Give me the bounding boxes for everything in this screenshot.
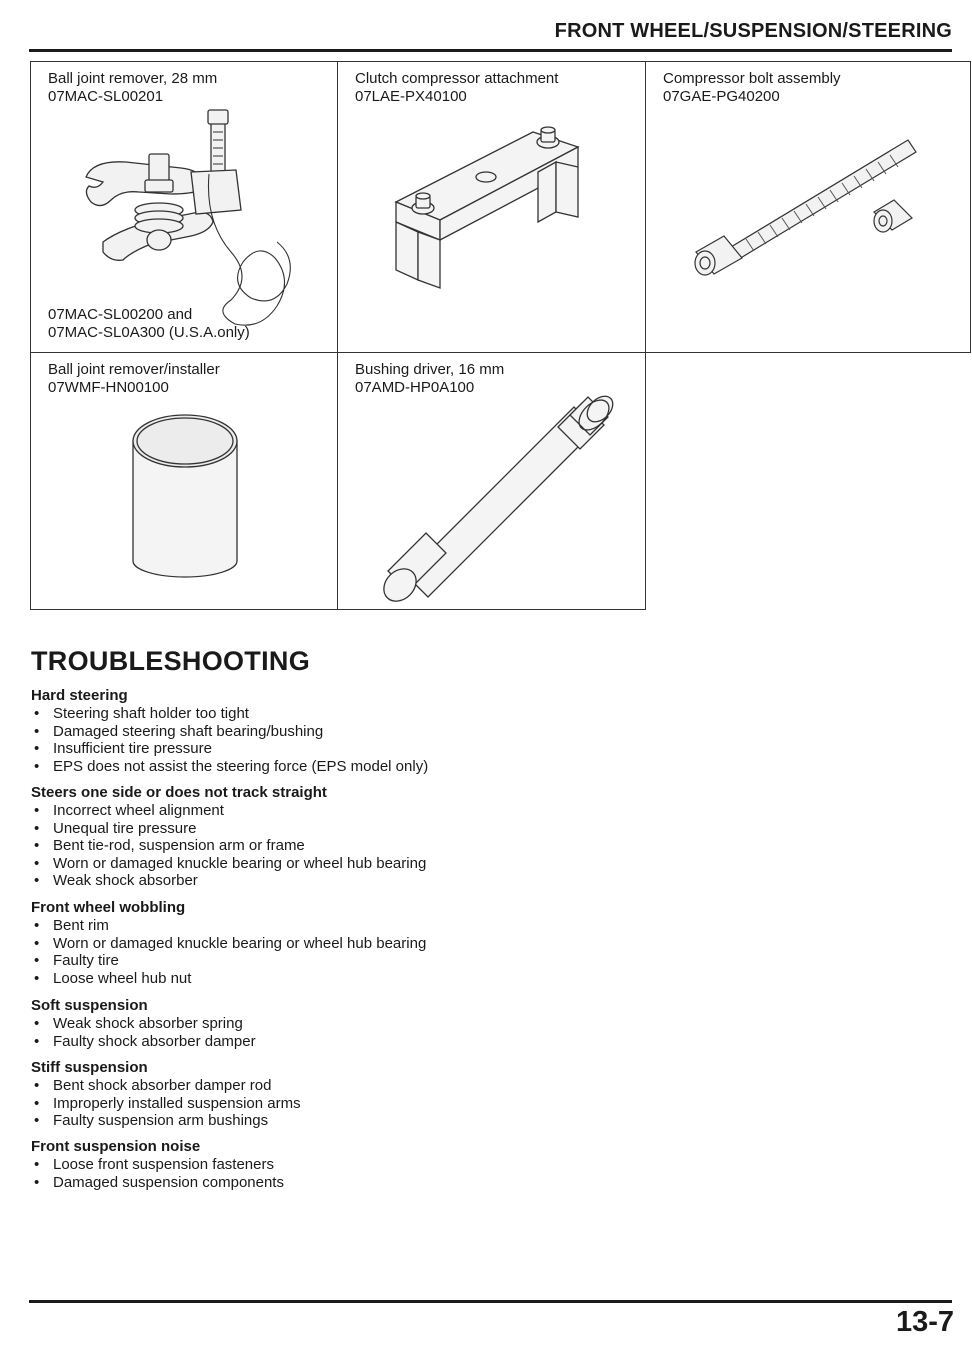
bushing-driver-illustration <box>338 353 647 611</box>
troubleshooting-item: • Insufficient tire pressure <box>34 740 212 758</box>
tool-part-number: 07LAE-PX40100 <box>355 88 467 105</box>
tool-cell-ball-joint-remover <box>30 61 338 353</box>
troubleshooting-heading: Hard steering <box>31 687 128 704</box>
troubleshooting-item: • Unequal tire pressure <box>34 819 197 837</box>
troubleshooting-item: • Weak shock absorber <box>34 872 198 890</box>
troubleshooting-heading: Steers one side or does not track straight <box>31 784 327 801</box>
troubleshooting-item: • Bent rim <box>34 917 109 934</box>
troubleshooting-item: • Loose wheel hub nut <box>34 969 192 987</box>
troubleshooting-item: • Worn or damaged knuckle bearing or wheel hub bearing <box>34 934 427 952</box>
page-number: 13-7 <box>895 1306 954 1338</box>
tool-name: Compressor bolt assembly <box>663 70 841 87</box>
tool-part-number: 07MAC-SL00201 <box>48 88 164 105</box>
tool-name: Ball joint remover, 28 mm <box>48 70 218 87</box>
troubleshooting-item: • EPS does not assist the steering force (EPS model only) <box>34 757 429 775</box>
special-tools-table <box>30 61 971 610</box>
tool-cell-compressor-bolt-assembly <box>645 61 971 353</box>
tool-name: Ball joint remover/installer <box>48 361 220 378</box>
troubleshooting-section-front-wheel-wobbling <box>31 899 671 987</box>
troubleshooting-item: • Incorrect wheel alignment <box>34 802 224 819</box>
troubleshooting-section-front-suspension-noise <box>31 1138 671 1191</box>
tool-alternate-part-numbers-line-2: 07MAC-SL0A300 (U.S.A.only) <box>48 324 250 341</box>
tool-name: Clutch compressor attachment <box>355 70 559 87</box>
tool-part-number: 07AMD-HP0A100 <box>355 379 475 396</box>
troubleshooting-item: • Bent shock absorber damper rod <box>34 1077 272 1094</box>
tool-cell-clutch-compressor-attachment <box>337 61 646 353</box>
troubleshooting-item: • Damaged suspension components <box>34 1173 284 1191</box>
troubleshooting-item: • Worn or damaged knuckle bearing or wheel hub bearing <box>34 854 427 872</box>
tool-part-number: 07GAE-PG40200 <box>663 88 780 105</box>
troubleshooting-item: • Improperly installed suspension arms <box>34 1094 301 1112</box>
troubleshooting-item: • Faulty suspension arm bushings <box>34 1112 269 1130</box>
footer-rule <box>29 1300 952 1303</box>
tool-alternate-part-numbers: 07MAC-SL00200 and <box>48 306 193 323</box>
tool-cell-bushing-driver <box>337 352 646 610</box>
troubleshooting-heading: Stiff suspension <box>31 1059 148 1076</box>
ball-joint-remover-installer-illustration <box>31 353 339 611</box>
troubleshooting-item: • Damaged steering shaft bearing/bushing <box>34 722 324 740</box>
troubleshooting-item: • Bent tie-rod, suspension arm or frame <box>34 837 305 855</box>
troubleshooting-item: • Weak shock absorber spring <box>34 1015 243 1032</box>
troubleshooting-section-stiff-suspension <box>31 1059 671 1130</box>
troubleshooting-heading: Front wheel wobbling <box>31 899 186 916</box>
troubleshooting-section-soft-suspension <box>31 997 671 1050</box>
troubleshooting-title: TROUBLESHOOTING <box>31 646 310 676</box>
header-rule <box>29 49 952 52</box>
tool-cell-ball-joint-remover-installer <box>30 352 338 610</box>
tool-name: Bushing driver, 16 mm <box>355 361 505 378</box>
troubleshooting-heading: Soft suspension <box>31 997 148 1014</box>
troubleshooting-item: • Faulty shock absorber damper <box>34 1032 256 1050</box>
compressor-bolt-illustration <box>646 62 972 354</box>
troubleshooting-item: • Steering shaft holder too tight <box>34 705 249 722</box>
troubleshooting-section-hard-steering <box>31 687 671 775</box>
troubleshooting-section-steers-one-side <box>31 784 671 890</box>
troubleshooting-item: • Faulty tire <box>34 952 119 970</box>
troubleshooting-heading: Front suspension noise <box>31 1138 201 1155</box>
clutch-compressor-attachment-illustration <box>338 62 647 354</box>
tool-part-number: 07WMF-HN00100 <box>48 379 169 396</box>
troubleshooting-item: • Loose front suspension fasteners <box>34 1156 274 1173</box>
section-header-title: FRONT WHEEL/SUSPENSION/STEERING <box>554 20 952 42</box>
